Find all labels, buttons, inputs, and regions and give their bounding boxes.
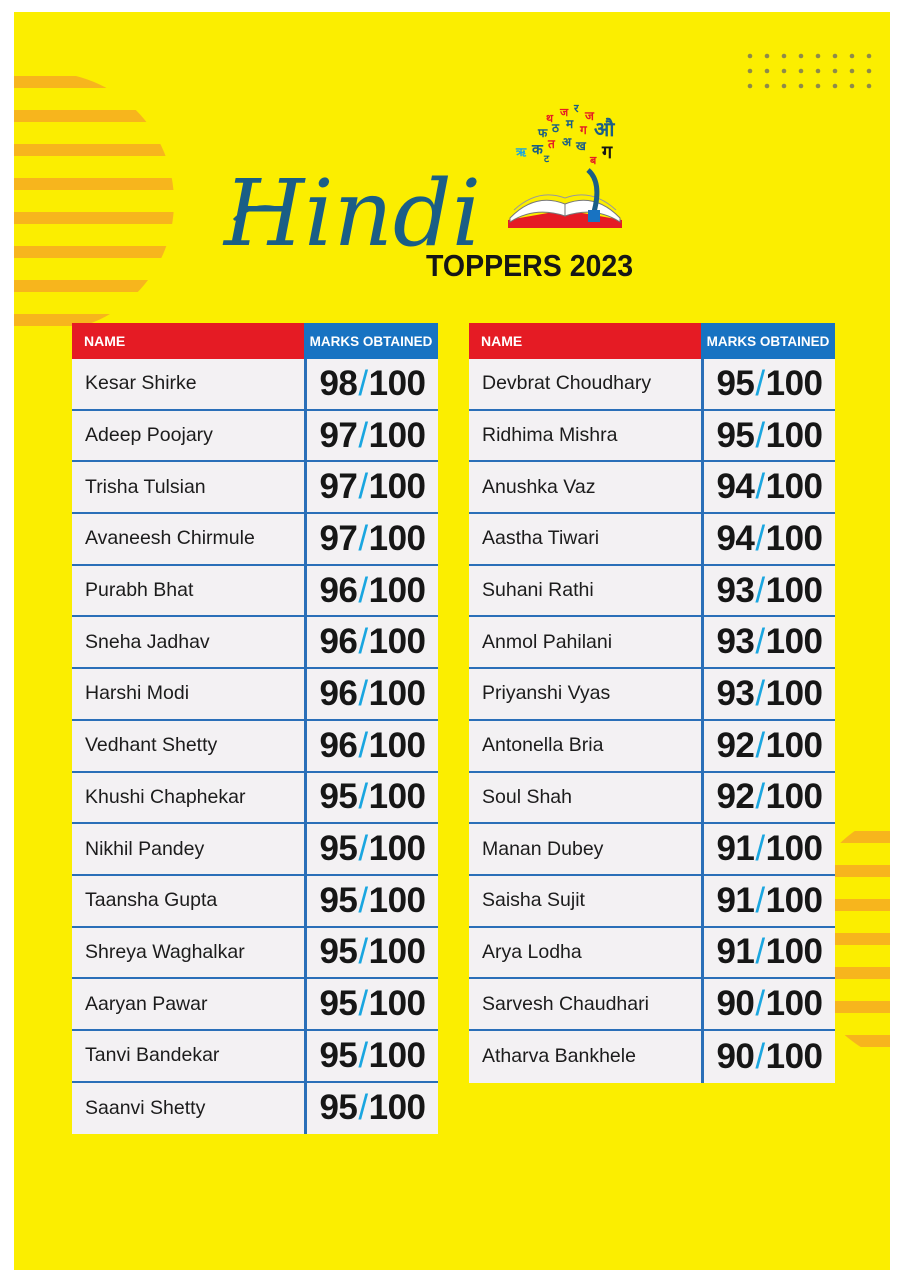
total-marks: 100 <box>765 570 823 610</box>
table-header <box>469 323 835 359</box>
score-value: 92 <box>716 725 755 765</box>
student-name: Aaryan Pawar <box>85 992 208 1015</box>
student-name: Priyanshi Vyas <box>482 682 611 705</box>
student-name: Khushi Chaphekar <box>85 785 246 808</box>
table-row <box>469 928 835 980</box>
marks-obtained <box>701 566 835 616</box>
svg-text:ज: ज <box>585 109 594 123</box>
marks-obtained <box>701 1031 835 1083</box>
total-marks: 100 <box>368 1088 426 1128</box>
slash-separator: / <box>358 467 368 507</box>
score-value: 92 <box>716 777 755 817</box>
total-marks: 100 <box>765 984 823 1024</box>
slash-separator: / <box>755 415 765 455</box>
svg-text:ट: ट <box>544 154 550 165</box>
title-script-text: Hindi <box>224 160 482 267</box>
slash-separator: / <box>358 363 368 403</box>
marks-obtained <box>701 669 835 719</box>
score-value: 95 <box>319 1035 358 1075</box>
table-row <box>72 876 438 928</box>
table-row <box>72 462 438 514</box>
marks-obtained <box>701 721 835 771</box>
svg-text:फ: फ <box>538 126 548 140</box>
table-row <box>72 669 438 721</box>
table-body-right <box>469 359 835 1083</box>
student-name: Atharva Bankhele <box>482 1045 636 1068</box>
student-name: Manan Dubey <box>482 837 604 860</box>
marks-obtained <box>304 617 438 667</box>
toppers-table-left <box>72 323 438 1134</box>
total-marks: 100 <box>368 415 426 455</box>
score-value: 93 <box>716 673 755 713</box>
score-value: 96 <box>319 725 358 765</box>
score-value: 90 <box>716 984 755 1024</box>
total-marks: 100 <box>765 725 823 765</box>
slash-separator: / <box>358 829 368 869</box>
marks-obtained <box>304 824 438 874</box>
total-marks: 100 <box>368 829 426 869</box>
score-value: 93 <box>716 622 755 662</box>
student-name: Taansha Gupta <box>85 889 218 912</box>
student-name: Adeep Poojary <box>85 424 213 447</box>
marks-obtained <box>701 617 835 667</box>
svg-text:अ: अ <box>562 135 572 149</box>
slash-separator: / <box>358 415 368 455</box>
table-row <box>72 721 438 773</box>
score-value: 91 <box>716 880 755 920</box>
marks-obtained <box>304 876 438 926</box>
student-name: Purabh Bhat <box>85 579 194 602</box>
total-marks: 100 <box>765 415 823 455</box>
marks-obtained <box>304 1031 438 1081</box>
student-name: Shreya Waghalkar <box>85 940 245 963</box>
svg-text:थ: थ <box>546 112 554 125</box>
student-name: Soul Shah <box>482 785 572 808</box>
total-marks: 100 <box>368 363 426 403</box>
marks-obtained <box>701 359 835 409</box>
svg-text:म: म <box>566 117 574 131</box>
slash-separator: / <box>755 880 765 920</box>
svg-text:ग: ग <box>602 142 613 163</box>
poster <box>14 12 890 1270</box>
total-marks: 100 <box>368 880 426 920</box>
svg-text:क: क <box>532 142 543 158</box>
slash-separator: / <box>358 777 368 817</box>
table-row <box>469 824 835 876</box>
marks-obtained <box>701 514 835 564</box>
total-marks: 100 <box>368 984 426 1024</box>
score-value: 93 <box>716 570 755 610</box>
score-value: 91 <box>716 829 755 869</box>
slash-separator: / <box>358 932 368 972</box>
table-row <box>72 359 438 411</box>
total-marks: 100 <box>765 829 823 869</box>
slash-separator: / <box>358 622 368 662</box>
total-marks: 100 <box>765 467 823 507</box>
table-row <box>469 514 835 566</box>
table-row <box>72 824 438 876</box>
score-value: 95 <box>716 363 755 403</box>
score-value: 94 <box>716 467 755 507</box>
slash-separator: / <box>358 880 368 920</box>
marks-obtained <box>304 566 438 616</box>
slash-separator: / <box>358 673 368 713</box>
slash-separator: / <box>755 622 765 662</box>
total-marks: 100 <box>765 518 823 558</box>
total-marks: 100 <box>368 932 426 972</box>
svg-text:ठ: ठ <box>552 121 559 135</box>
total-marks: 100 <box>368 725 426 765</box>
student-name: Vedhant Shetty <box>85 734 218 757</box>
slash-separator: / <box>755 363 765 403</box>
marks-obtained <box>701 928 835 978</box>
marks-obtained <box>304 773 438 823</box>
total-marks: 100 <box>368 570 426 610</box>
table-row <box>469 462 835 514</box>
table-row <box>469 773 835 825</box>
student-name: Suhani Rathi <box>482 579 594 602</box>
slash-separator: / <box>755 829 765 869</box>
score-value: 95 <box>319 829 358 869</box>
slash-separator: / <box>358 725 368 765</box>
student-name: Anmol Pahilani <box>482 630 613 653</box>
table-row <box>72 514 438 566</box>
score-value: 90 <box>716 1036 755 1076</box>
score-value: 97 <box>319 518 358 558</box>
score-value: 97 <box>319 467 358 507</box>
score-value: 96 <box>319 673 358 713</box>
svg-text:औ: औ <box>594 117 615 141</box>
svg-text:ज: ज <box>560 106 569 119</box>
total-marks: 100 <box>368 777 426 817</box>
score-value: 95 <box>319 932 358 972</box>
student-name: Devbrat Choudhary <box>482 372 652 395</box>
score-value: 95 <box>319 777 358 817</box>
slash-separator: / <box>358 570 368 610</box>
score-value: 98 <box>319 363 358 403</box>
student-name: Ridhima Mishra <box>482 424 618 447</box>
slash-separator: / <box>755 984 765 1024</box>
header-name: NAME <box>72 323 304 359</box>
marks-obtained <box>304 411 438 461</box>
slash-separator: / <box>755 725 765 765</box>
table-row <box>469 359 835 411</box>
marks-obtained <box>701 876 835 926</box>
table-row <box>72 1083 438 1135</box>
total-marks: 100 <box>368 673 426 713</box>
student-name: Kesar Shirke <box>85 372 197 395</box>
student-name: Arya Lodha <box>482 940 582 963</box>
table-row <box>469 979 835 1031</box>
table-row <box>72 773 438 825</box>
student-name: Tanvi Bandekar <box>85 1044 220 1067</box>
table-row <box>469 669 835 721</box>
total-marks: 100 <box>368 467 426 507</box>
marks-obtained <box>304 359 438 409</box>
svg-text:त: त <box>548 137 555 151</box>
student-name: Saanvi Shetty <box>85 1096 206 1119</box>
total-marks: 100 <box>765 932 823 972</box>
slash-separator: / <box>755 673 765 713</box>
score-value: 95 <box>319 880 358 920</box>
student-name: Sarvesh Chaudhari <box>482 992 649 1015</box>
slash-separator: / <box>755 1036 765 1076</box>
marks-obtained <box>304 928 438 978</box>
student-name: Saisha Sujit <box>482 889 585 912</box>
slash-separator: / <box>358 1035 368 1075</box>
marks-obtained <box>701 824 835 874</box>
marks-obtained <box>304 979 438 1029</box>
marks-obtained <box>304 462 438 512</box>
svg-text:ग: ग <box>580 123 587 137</box>
marks-obtained <box>701 773 835 823</box>
total-marks: 100 <box>765 880 823 920</box>
open-book-with-quill-icon <box>490 92 640 242</box>
slash-separator: / <box>358 984 368 1024</box>
score-value: 95 <box>716 415 755 455</box>
table-row <box>72 979 438 1031</box>
student-name: Aastha Tiwari <box>482 527 600 550</box>
table-row <box>469 876 835 928</box>
student-name: Nikhil Pandey <box>85 837 205 860</box>
marks-obtained <box>304 669 438 719</box>
slash-separator: / <box>755 777 765 817</box>
table-row <box>72 1031 438 1083</box>
score-value: 95 <box>319 984 358 1024</box>
header-marks: MARKS OBTAINED <box>701 323 835 359</box>
table-body-left <box>72 359 438 1134</box>
slash-separator: / <box>358 1088 368 1128</box>
total-marks: 100 <box>765 622 823 662</box>
svg-text:ब: ब <box>590 154 597 167</box>
table-row <box>469 566 835 618</box>
total-marks: 100 <box>765 673 823 713</box>
student-name: Antonella Bria <box>482 734 604 757</box>
slash-separator: / <box>358 518 368 558</box>
total-marks: 100 <box>368 1035 426 1075</box>
table-row <box>72 617 438 669</box>
svg-text:र: र <box>574 102 579 115</box>
table-row <box>72 566 438 618</box>
score-value: 96 <box>319 622 358 662</box>
score-value: 91 <box>716 932 755 972</box>
slash-separator: / <box>755 467 765 507</box>
student-name: Avaneesh Chirmule <box>85 527 255 550</box>
student-name: Harshi Modi <box>85 682 190 705</box>
header-name: NAME <box>469 323 701 359</box>
student-name: Anushka Vaz <box>482 475 596 498</box>
total-marks: 100 <box>765 777 823 817</box>
table-row <box>469 1031 835 1083</box>
marks-obtained <box>304 721 438 771</box>
dot-grid-decoration <box>746 52 876 92</box>
table-row <box>72 928 438 980</box>
marks-obtained <box>701 462 835 512</box>
score-value: 94 <box>716 518 755 558</box>
svg-text:ऋ: ऋ <box>516 145 527 159</box>
table-row <box>72 411 438 463</box>
marks-obtained <box>701 979 835 1029</box>
slash-separator: / <box>755 518 765 558</box>
marks-obtained <box>304 514 438 564</box>
marks-obtained <box>701 411 835 461</box>
header-marks: MARKS OBTAINED <box>304 323 438 359</box>
total-marks: 100 <box>368 518 426 558</box>
student-name: Sneha Jadhav <box>85 630 210 653</box>
total-marks: 100 <box>765 363 823 403</box>
score-value: 96 <box>319 570 358 610</box>
score-value: 95 <box>319 1088 358 1128</box>
table-row <box>469 721 835 773</box>
student-name: Trisha Tulsian <box>85 475 206 498</box>
score-value: 97 <box>319 415 358 455</box>
svg-text:ख: ख <box>576 139 586 153</box>
table-row <box>469 411 835 463</box>
marks-obtained <box>304 1083 438 1135</box>
slash-separator: / <box>755 570 765 610</box>
slash-separator: / <box>755 932 765 972</box>
total-marks: 100 <box>368 622 426 662</box>
total-marks: 100 <box>765 1036 823 1076</box>
table-header <box>72 323 438 359</box>
toppers-table-right <box>469 323 835 1083</box>
table-row <box>469 617 835 669</box>
subtitle-toppers-2023: TOPPERS 2023 <box>426 248 634 283</box>
